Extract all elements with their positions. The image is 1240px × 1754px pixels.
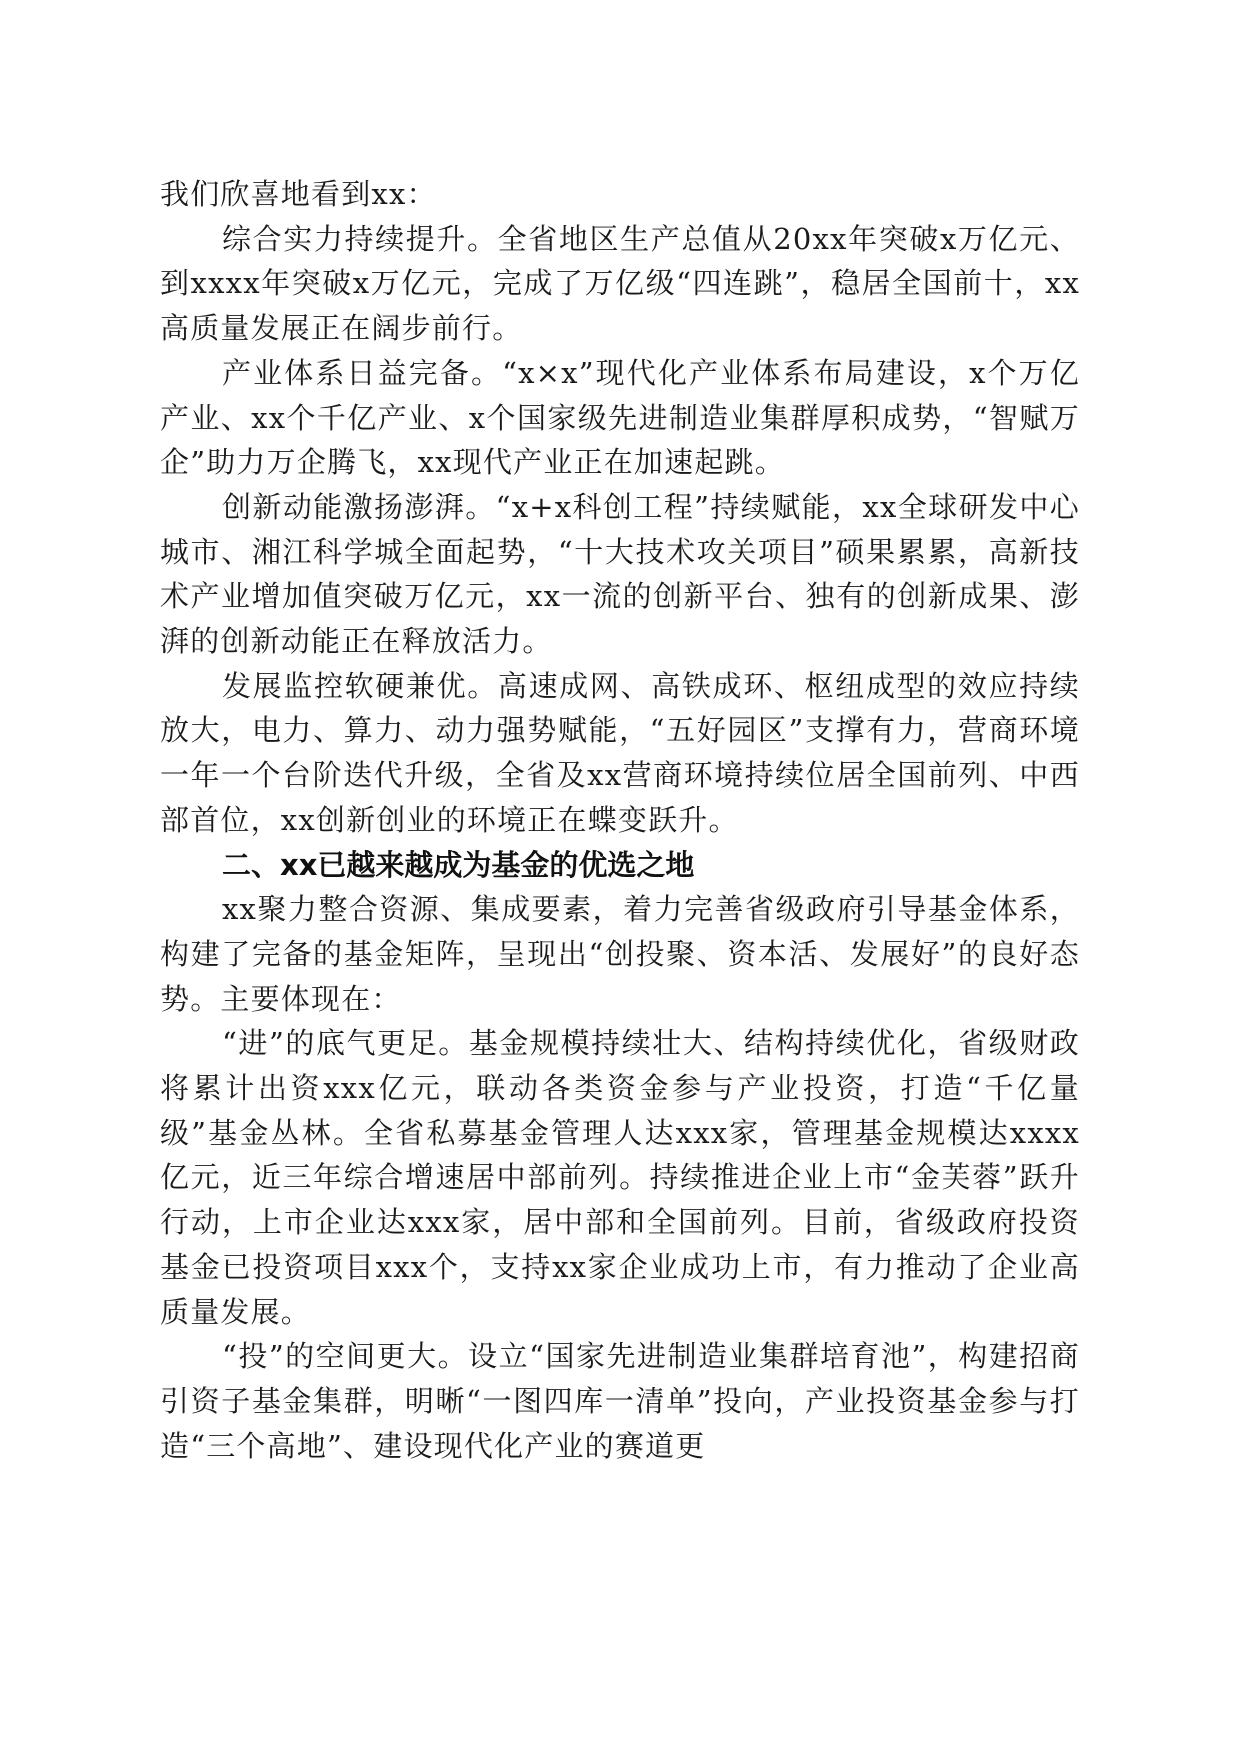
paragraph-comprehensive-strength: 综合实力持续提升。全省地区生产总值从20xx年突破x万亿元、到xxxx年突破x万亿元，完成了万亿级“四连跳”，稳居全国前十，xx高质量发展正在阔步前行。 bbox=[160, 221, 1080, 346]
paragraph-industrial-system: 产业体系日益完备。“x×x”现代化产业体系布局建设，x个万亿产业、xx个千亿产业、x个国家级先进制造业集群厚积成势，“智赋万企”助力万企腾飞，xx现代产业正在加速起跳。 bbox=[160, 355, 1080, 480]
paragraph-development-environment: 发展监控软硬兼优。高速成网、高铁成环、枢纽成型的效应持续放大，电力、算力、动力强势赋能，“五好园区”支撑有力，营商环境一年一个台阶迭代升级，全省及xx营商环境持续位居全国前列、中西部首位，xx创新创业的环境正在蝶变跃升。 bbox=[160, 668, 1080, 837]
section-heading-fund-destination: 二、xx已越来越成为基金的优选之地 bbox=[222, 847, 695, 882]
paragraph-investment-space: “投”的空间更大。设立“国家先进制造业集群培育池”，构建招商引资子基金集群，明晰“一图四库一清单”投向，产业投资基金参与打造“三个高地”、建设现代化产业的赛道更 bbox=[160, 1339, 1080, 1463]
paragraph-fund-system: xx聚力整合资源、集成要素，着力完善省级政府引导基金体系，构建了完备的基金矩阵，呈现出“创投聚、资本活、发展好”的良好态势。主要体现在： bbox=[160, 892, 1080, 1016]
intro-line: 我们欣喜地看到xx： bbox=[160, 177, 437, 211]
paragraph-innovation-momentum: 创新动能激扬澎湃。“x+x科创工程”持续赋能，xx全球研发中心城市、湘江科学城全面起势，“十大技术攻关项目”硕果累累，高新技术产业增加值突破万亿元，xx一流的创新平台、独有的创新成果、澎湃的创新动能正在释放活力。 bbox=[160, 489, 1080, 659]
document-page bbox=[160, 172, 1080, 1468]
paragraph-entry-confidence: “进”的底气更足。基金规模持续壮大、结构持续优化，省级财政将累计出资xxx亿元，联动各类资金参与产业投资，打造“千亿量级”基金丛林。全省私募基金管理人达xxx家，管理基金规模达xxxx亿元，近三年综合增速居中部前列。持续推进企业上市“金芙蓉”跃升行动，上市企业达xxx家，居中部和全国前列。目前，省级政府投资基金已投资项目xxx个，支持xx家企业成功上市，有力推动了企业高质量发展。 bbox=[160, 1026, 1080, 1329]
